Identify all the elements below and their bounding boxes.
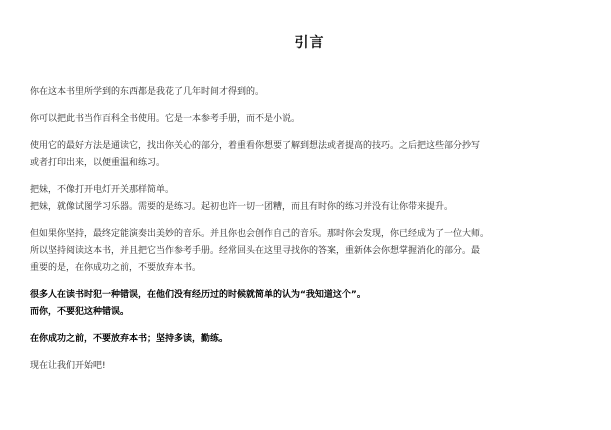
paragraph-1	[30, 84, 589, 101]
paragraph-line: 重要的是，在你成功之前，不要放弃本书。	[30, 263, 202, 273]
paragraph-3	[30, 138, 589, 172]
paragraph-4	[30, 182, 589, 216]
paragraph-line: 你在这本书里所学到的东西都是我花了几年时间才得到的。	[30, 87, 265, 97]
paragraph-line: 而你，不要犯这种错误。	[30, 307, 130, 317]
paragraph-5	[30, 226, 589, 277]
paragraph-line: 所以坚持阅读这本书，并且把它当作参考手册。经常回头在这里寻找你的答案，重新体会你想掌握消化的部分。最	[30, 246, 481, 256]
paragraph-6-emphasis	[30, 287, 589, 321]
page-title: 引言	[294, 35, 325, 51]
paragraph-line: 或者打印出来，以便重温和练习。	[30, 158, 166, 168]
paragraph-line: 很多人在读书时犯一种错误，在他们没有经历过的时候就简单的认为“我知道这个”。	[30, 290, 366, 300]
paragraph-8	[30, 358, 589, 375]
paragraph-line: 你可以把此书当作百科全书使用。它是一本参考手册，而不是小说。	[30, 114, 301, 124]
paragraph-line: 现在让我们开始吧!	[30, 361, 106, 371]
paragraph-line: 把妹，不像打开电灯开关那样简单。	[30, 185, 175, 195]
paragraph-line: 但如果你坚持，最终定能演奏出美妙的音乐。并且你也会创作自己的音乐。那时你会发现，你已经成为了一位大师。	[30, 229, 490, 239]
paragraph-2	[30, 111, 589, 128]
paragraph-line: 使用它的最好方法是通读它，找出你关心的部分，着重看你想要了解到想法或者提高的技巧。之后把这些部分抄写	[30, 141, 481, 151]
paragraph-7-emphasis	[30, 331, 589, 348]
paragraph-line: 把妹，就像试图学习乐器。需要的是练习。起初也许一切一团糟，而且有时你的练习并没有让你带来提升。	[30, 202, 454, 212]
paragraph-line: 在你成功之前，不要放弃本书；坚持多读，勤练。	[30, 334, 229, 344]
